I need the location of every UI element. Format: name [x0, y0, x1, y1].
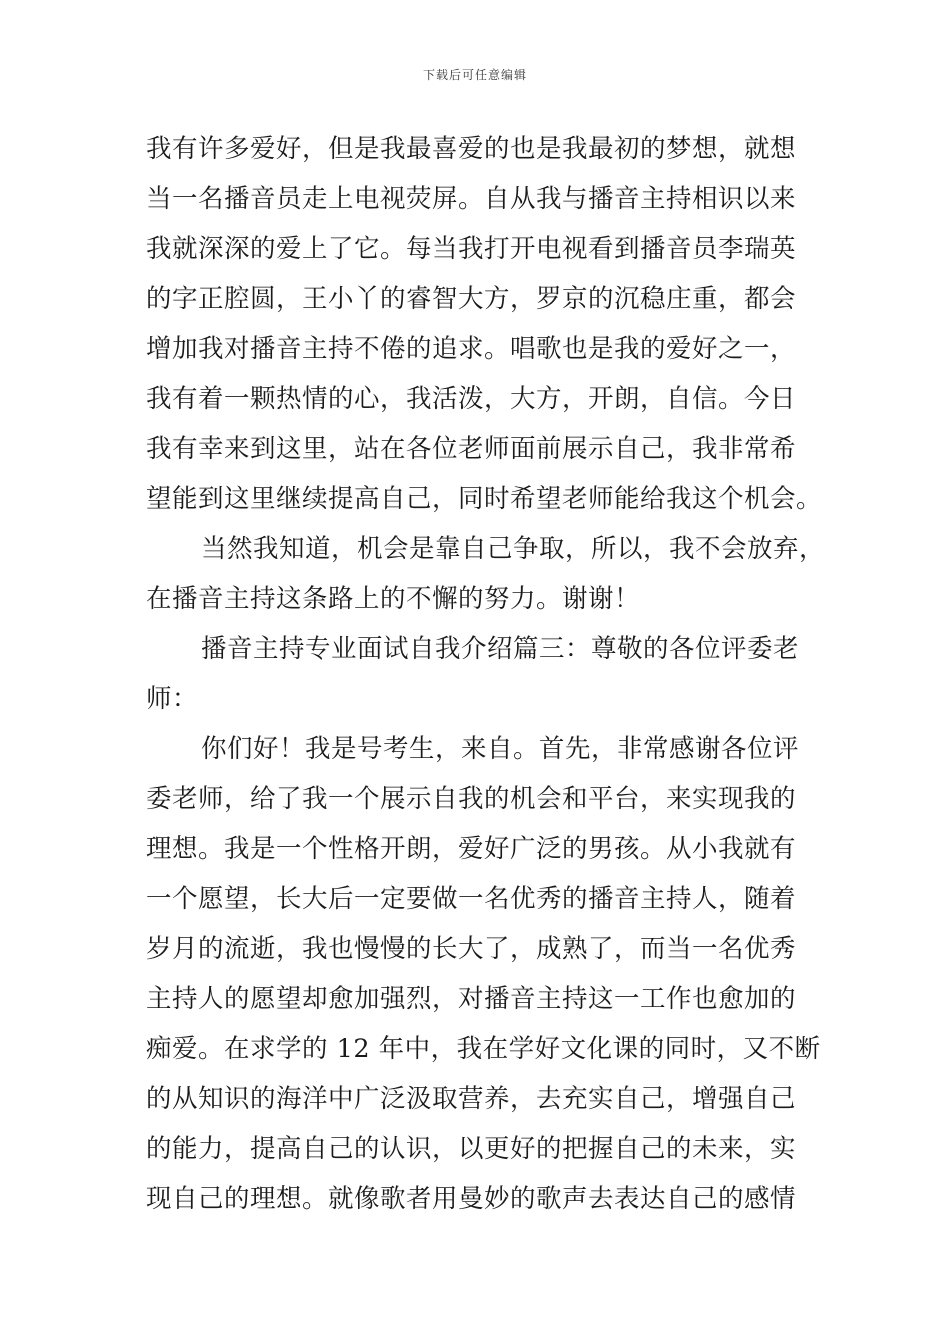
- text-line: 一个愿望，长大后一定要做一名优秀的播音主持人，随着: [146, 884, 797, 914]
- text-line: 我有幸来到这里，站在各位老师面前展示自己，我非常希: [146, 434, 797, 464]
- text-line: 在播音主持这条路上的不懈的努力。谢谢！: [146, 584, 641, 614]
- section-heading: 播音主持专业面试自我介绍篇三：尊敬的各位评委老: [201, 634, 800, 664]
- text-line: 我有许多爱好，但是我最喜爱的也是我最初的梦想，就想: [146, 134, 797, 164]
- text-line: 的从知识的海洋中广泛汲取营养，去充实自己，增强自己: [146, 1084, 797, 1114]
- page-header: 下载后可任意编辑: [422, 68, 527, 82]
- text-line: 当然我知道，机会是靠自己争取，所以，我不会放弃，: [201, 534, 826, 564]
- text-line: 望能到这里继续提高自己，同时希望老师能给我这个机会。: [146, 484, 823, 514]
- text-line: 主持人的愿望却愈加强烈，对播音主持这一工作也愈加的: [146, 984, 797, 1014]
- text-line: 委老师，给了我一个展示自我的机会和平台，来实现我的: [146, 784, 797, 814]
- text-line: 岁月的流逝，我也慢慢的长大了，成熟了，而当一名优秀: [146, 934, 797, 964]
- text-line: 现自己的理想。就像歌者用曼妙的歌声去表达自己的感情: [146, 1184, 797, 1214]
- text-line: 的能力，提高自己的认识，以更好的把握自己的未来，实: [146, 1134, 797, 1164]
- text-line: 我有着一颗热情的心，我活泼，大方，开朗，自信。今日: [146, 384, 797, 414]
- text-line: 增加我对播音主持不倦的追求。唱歌也是我的爱好之一，: [146, 334, 797, 364]
- text-line: 我就深深的爱上了它。每当我打开电视看到播音员李瑞英: [146, 234, 797, 264]
- text-line: 你们好！我是号考生，来自。首先，非常感谢各位评: [201, 734, 800, 764]
- document-body: [146, 124, 846, 1224]
- text-line: 理想。我是一个性格开朗，爱好广泛的男孩。从小我就有: [146, 834, 797, 864]
- section-heading: 师：: [146, 684, 199, 714]
- text-line: 痴爱。在求学的 12 年中，我在学好文化课的同时，又不断: [146, 1034, 821, 1064]
- text-line: 的字正腔圆，王小丫的睿智大方，罗京的沉稳庄重，都会: [146, 284, 797, 314]
- text-line: 当一名播音员走上电视荧屏。自从我与播音主持相识以来: [146, 184, 797, 214]
